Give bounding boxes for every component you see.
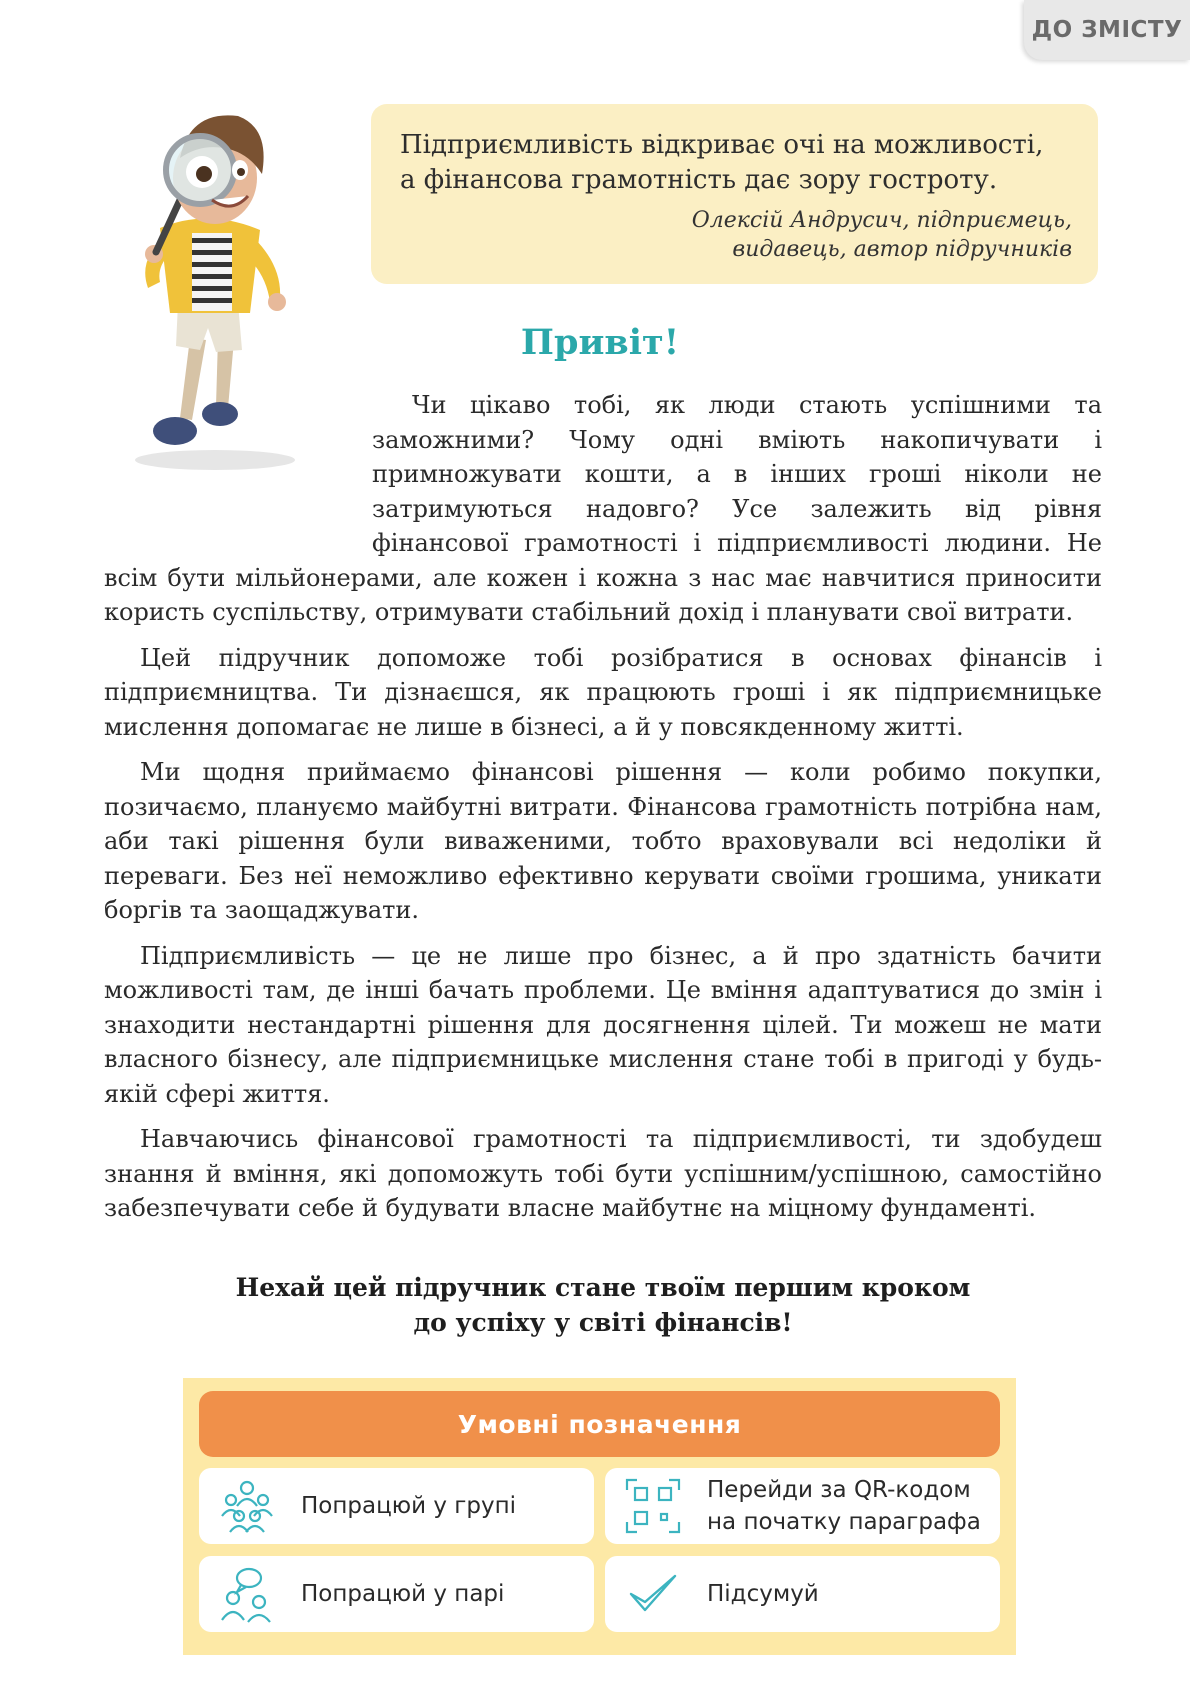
closing-statement bbox=[104, 1270, 1102, 1340]
pair-work-icon bbox=[217, 1564, 277, 1624]
legend-item-qr-code bbox=[605, 1468, 1000, 1544]
epigraph-quote bbox=[371, 104, 1098, 284]
mascot-spacer bbox=[104, 388, 372, 528]
legend-item-summary bbox=[605, 1556, 1000, 1632]
quote-author bbox=[400, 206, 1072, 264]
intro-body bbox=[104, 388, 1102, 1237]
checkmark-icon bbox=[623, 1564, 683, 1624]
legend-label bbox=[301, 1490, 516, 1522]
quote-author-line: видавець, автор підручників bbox=[732, 237, 1072, 262]
closing-line: до успіху у світі фінансів! bbox=[413, 1308, 793, 1337]
table-of-contents-button[interactable]: ДО ЗМІСТУ bbox=[1024, 0, 1190, 60]
quote-text bbox=[400, 128, 1072, 198]
quote-author-line: Олексій Андрусич, підприємець, bbox=[691, 208, 1072, 233]
quote-line: а фінансова грамотність дає зору гостроту. bbox=[400, 165, 998, 195]
legend-label-line: Попрацюй у парі bbox=[301, 1581, 505, 1607]
paragraph: Чи цікаво тобі, як люди стають успішними та заможними? Чому одні вміють накопичувати і примножувати кошти, а в інших гроші ніколи не затримуються надовго? Усе залежить від рівня фінансової грамотності і підприємливості людини. Не всім бути мільйонерами, але кожен і кожна з нас має навчитися приносити користь суспільству, отримувати стабільний дохід і планувати свої витрати. bbox=[104, 391, 1102, 626]
legend-title: Умовні позначення bbox=[199, 1391, 1000, 1457]
legend-label-line: на початку параграфа bbox=[707, 1509, 981, 1535]
quote-line: Підприємливість відкриває очі на можливості, bbox=[400, 130, 1044, 160]
paragraph: Цей підручник допоможе тобі розібратися в основах фінансів і підприємництва. Ти дізнаєшся, як працюють гроші і як підприємницьке мислення допомагає не лише в бізнесі, а й у повсякденному житті. bbox=[104, 643, 1102, 741]
paragraph: Підприємливість — це не лише про бізнес, а й про здатність бачити можливості там, де інші бачать проблеми. Це вміння адаптуватися до змін і знаходити нестандартні рішення для досягнення цілей. Ти можеш не мати власного бізнесу, але підприємницьке мислення стане тобі в пригоді у будь-якій сфері життя. bbox=[104, 941, 1102, 1108]
legend-label-line: Підсумуй bbox=[707, 1581, 819, 1607]
legend-item-group-work bbox=[199, 1468, 594, 1544]
qr-code-icon bbox=[623, 1476, 683, 1536]
legend-item-pair-work bbox=[199, 1556, 594, 1632]
legend-label-line: Попрацюй у групі bbox=[301, 1493, 517, 1519]
legend-label bbox=[301, 1578, 504, 1610]
group-work-icon bbox=[217, 1476, 277, 1536]
closing-line: Нехай цей підручник стане твоїм першим кроком bbox=[235, 1273, 971, 1302]
paragraph: Навчаючись фінансової грамотності та підприємливості, ти здобудеш знання й вміння, які допоможуть тобі бути успішним/успішною, самостійно забезпечувати себе й будувати власне майбутнє на міцному фундаменті. bbox=[104, 1125, 1102, 1222]
legend-label bbox=[707, 1474, 981, 1538]
legend-grid bbox=[199, 1468, 1000, 1632]
greeting-heading: Привіт! bbox=[520, 322, 680, 363]
paragraph: Ми щодня приймаємо фінансові рішення — коли робимо покупки, позичаємо, плануємо майбутні витрати. Фінансова грамотність потрібна нам, аби такі рішення були виваженими, тобто враховували всі недоліки й переваги. Без неї неможливо ефективно керувати своїми грошима, уникати боргів та заощаджувати. bbox=[104, 758, 1102, 924]
legend-label-line: Перейди за QR-кодом bbox=[707, 1477, 971, 1503]
legend-label bbox=[707, 1578, 819, 1610]
legend-panel bbox=[183, 1378, 1016, 1655]
